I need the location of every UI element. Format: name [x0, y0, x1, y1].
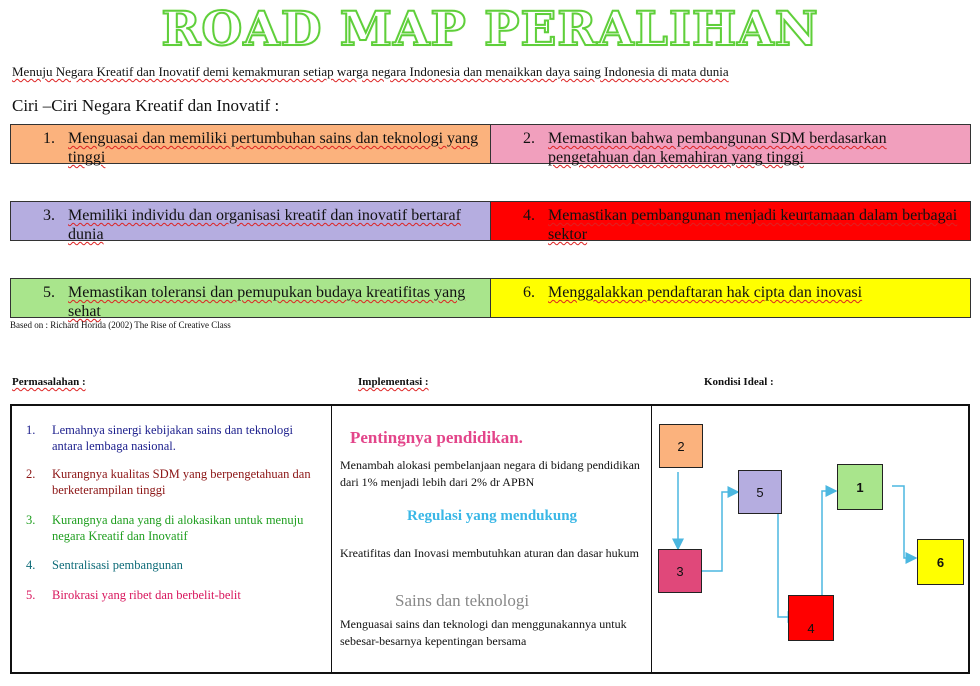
ciri-box-5: [10, 278, 491, 318]
kondisi-node: [658, 549, 702, 593]
page-title: ROAD MAP PERALIHAN: [161, 2, 819, 57]
node-label: 3: [676, 563, 684, 579]
ciri-text: Memiliki individu dan organisasi kreatif dan inovatif bertaraf dunia: [68, 207, 461, 243]
header-implementasi: Implementasi :: [358, 376, 429, 388]
based-on-note: Based on : Richard Horida (2002) The Rise of Creative Class: [10, 320, 231, 330]
problem-item: [26, 587, 322, 603]
header-permasalahan: Permasalahan :: [12, 376, 86, 388]
ciri-box-3: [10, 201, 491, 241]
node-label: 4: [807, 620, 815, 636]
ciri-num: 4.: [523, 207, 535, 224]
problem-item: [26, 557, 322, 573]
ciri-num: 1.: [43, 130, 55, 147]
arrow-4-to-1: [822, 491, 836, 595]
kondisi-node: [659, 424, 703, 468]
problem-text: Lemahnya sinergi kebijakan sains dan teknologi antara lembaga nasional.: [52, 423, 294, 453]
kondisi-node: [738, 470, 782, 514]
ciri-text: Memastikan pembangunan menjadi keurtamaan dalam berbagai sektor: [548, 207, 958, 243]
ciri-text: Memastikan bahwa pembangunan SDM berdasarkan pengetahuan dan kemahiran yang tinggi: [548, 130, 887, 166]
impl-text-pendidikan: Menambah alokasi pembelanjaan negara di bidang pendidikan dari 1% menjadi lebih dari 2% dr APBN: [340, 458, 640, 489]
ciri-num: 2.: [523, 130, 535, 147]
node-label: 1: [856, 479, 864, 495]
problem-text: Kurangnya dana yang di alokasikan untuk menuju negara Kreatif dan Inovatif: [52, 513, 304, 543]
implementasi-column: [332, 406, 652, 672]
node-label: 2: [677, 438, 685, 454]
ciri-box-2: [490, 124, 971, 164]
ciri-text: Menguasai dan memiliki pertumbuhan sains dan teknologi yang tinggi: [68, 130, 479, 166]
problem-item: [26, 422, 322, 454]
kondisi-node: [837, 464, 883, 510]
problem-num: 1.: [26, 423, 36, 437]
ciri-heading: Ciri –Ciri Negara Kreatif dan Inovatif :: [12, 96, 280, 115]
ciri-box-6: [490, 278, 971, 318]
arrow-1-to-6: [892, 486, 916, 558]
problem-text: Kurangnya kualitas SDM yang berpengetahuan dan berketerampilan tinggi: [52, 467, 311, 497]
problem-text: Birokrasi yang ribet dan berbelit-belit: [52, 588, 241, 602]
impl-heading-sains: Sains dan teknologi: [395, 591, 530, 610]
kondisi-node: [917, 539, 964, 585]
ciri-num: 5.: [43, 284, 55, 301]
header-kondisi-ideal: Kondisi Ideal :: [704, 376, 774, 388]
ciri-num: 3.: [43, 207, 55, 224]
ciri-text: Memastikan toleransi dan pemupukan budaya kreatifitas yang sehat: [68, 284, 466, 320]
impl-heading-pendidikan: Pentingnya pendidikan.: [350, 428, 523, 447]
node-label: 5: [756, 484, 764, 500]
problem-num: 2.: [26, 467, 36, 481]
problem-text: Sentralisasi pembangunan: [52, 558, 183, 572]
ciri-box-4: [490, 201, 971, 241]
problem-num: 3.: [26, 513, 36, 527]
subtitle: Menuju Negara Kreatif dan Inovatif demi kemakmuran setiap warga negara Indonesia dan menaikkan daya saing Indonesia di mata dunia: [12, 64, 729, 79]
problem-item: [26, 512, 322, 544]
ciri-box-1: [10, 124, 491, 164]
problem-num: 5.: [26, 588, 36, 602]
arrow-3-to-5: [702, 492, 738, 571]
impl-text-regulasi: Kreatifitas dan Inovasi membutuhkan aturan dan dasar hukum: [340, 546, 639, 560]
ciri-num: 6.: [523, 284, 535, 301]
roadmap-table: [10, 404, 970, 674]
impl-text-sains: Menguasai sains dan teknologi dan menggunakannya untuk sebesar-besarnya kepentingan bersama: [340, 617, 627, 648]
problem-num: 4.: [26, 558, 36, 572]
problem-item: [26, 466, 322, 498]
kondisi-node: [788, 595, 834, 641]
ciri-text: Menggalakkan pendaftaran hak cipta dan inovasi: [548, 284, 863, 301]
impl-heading-regulasi: Regulasi yang mendukung: [407, 508, 578, 524]
node-label: 6: [936, 554, 945, 570]
